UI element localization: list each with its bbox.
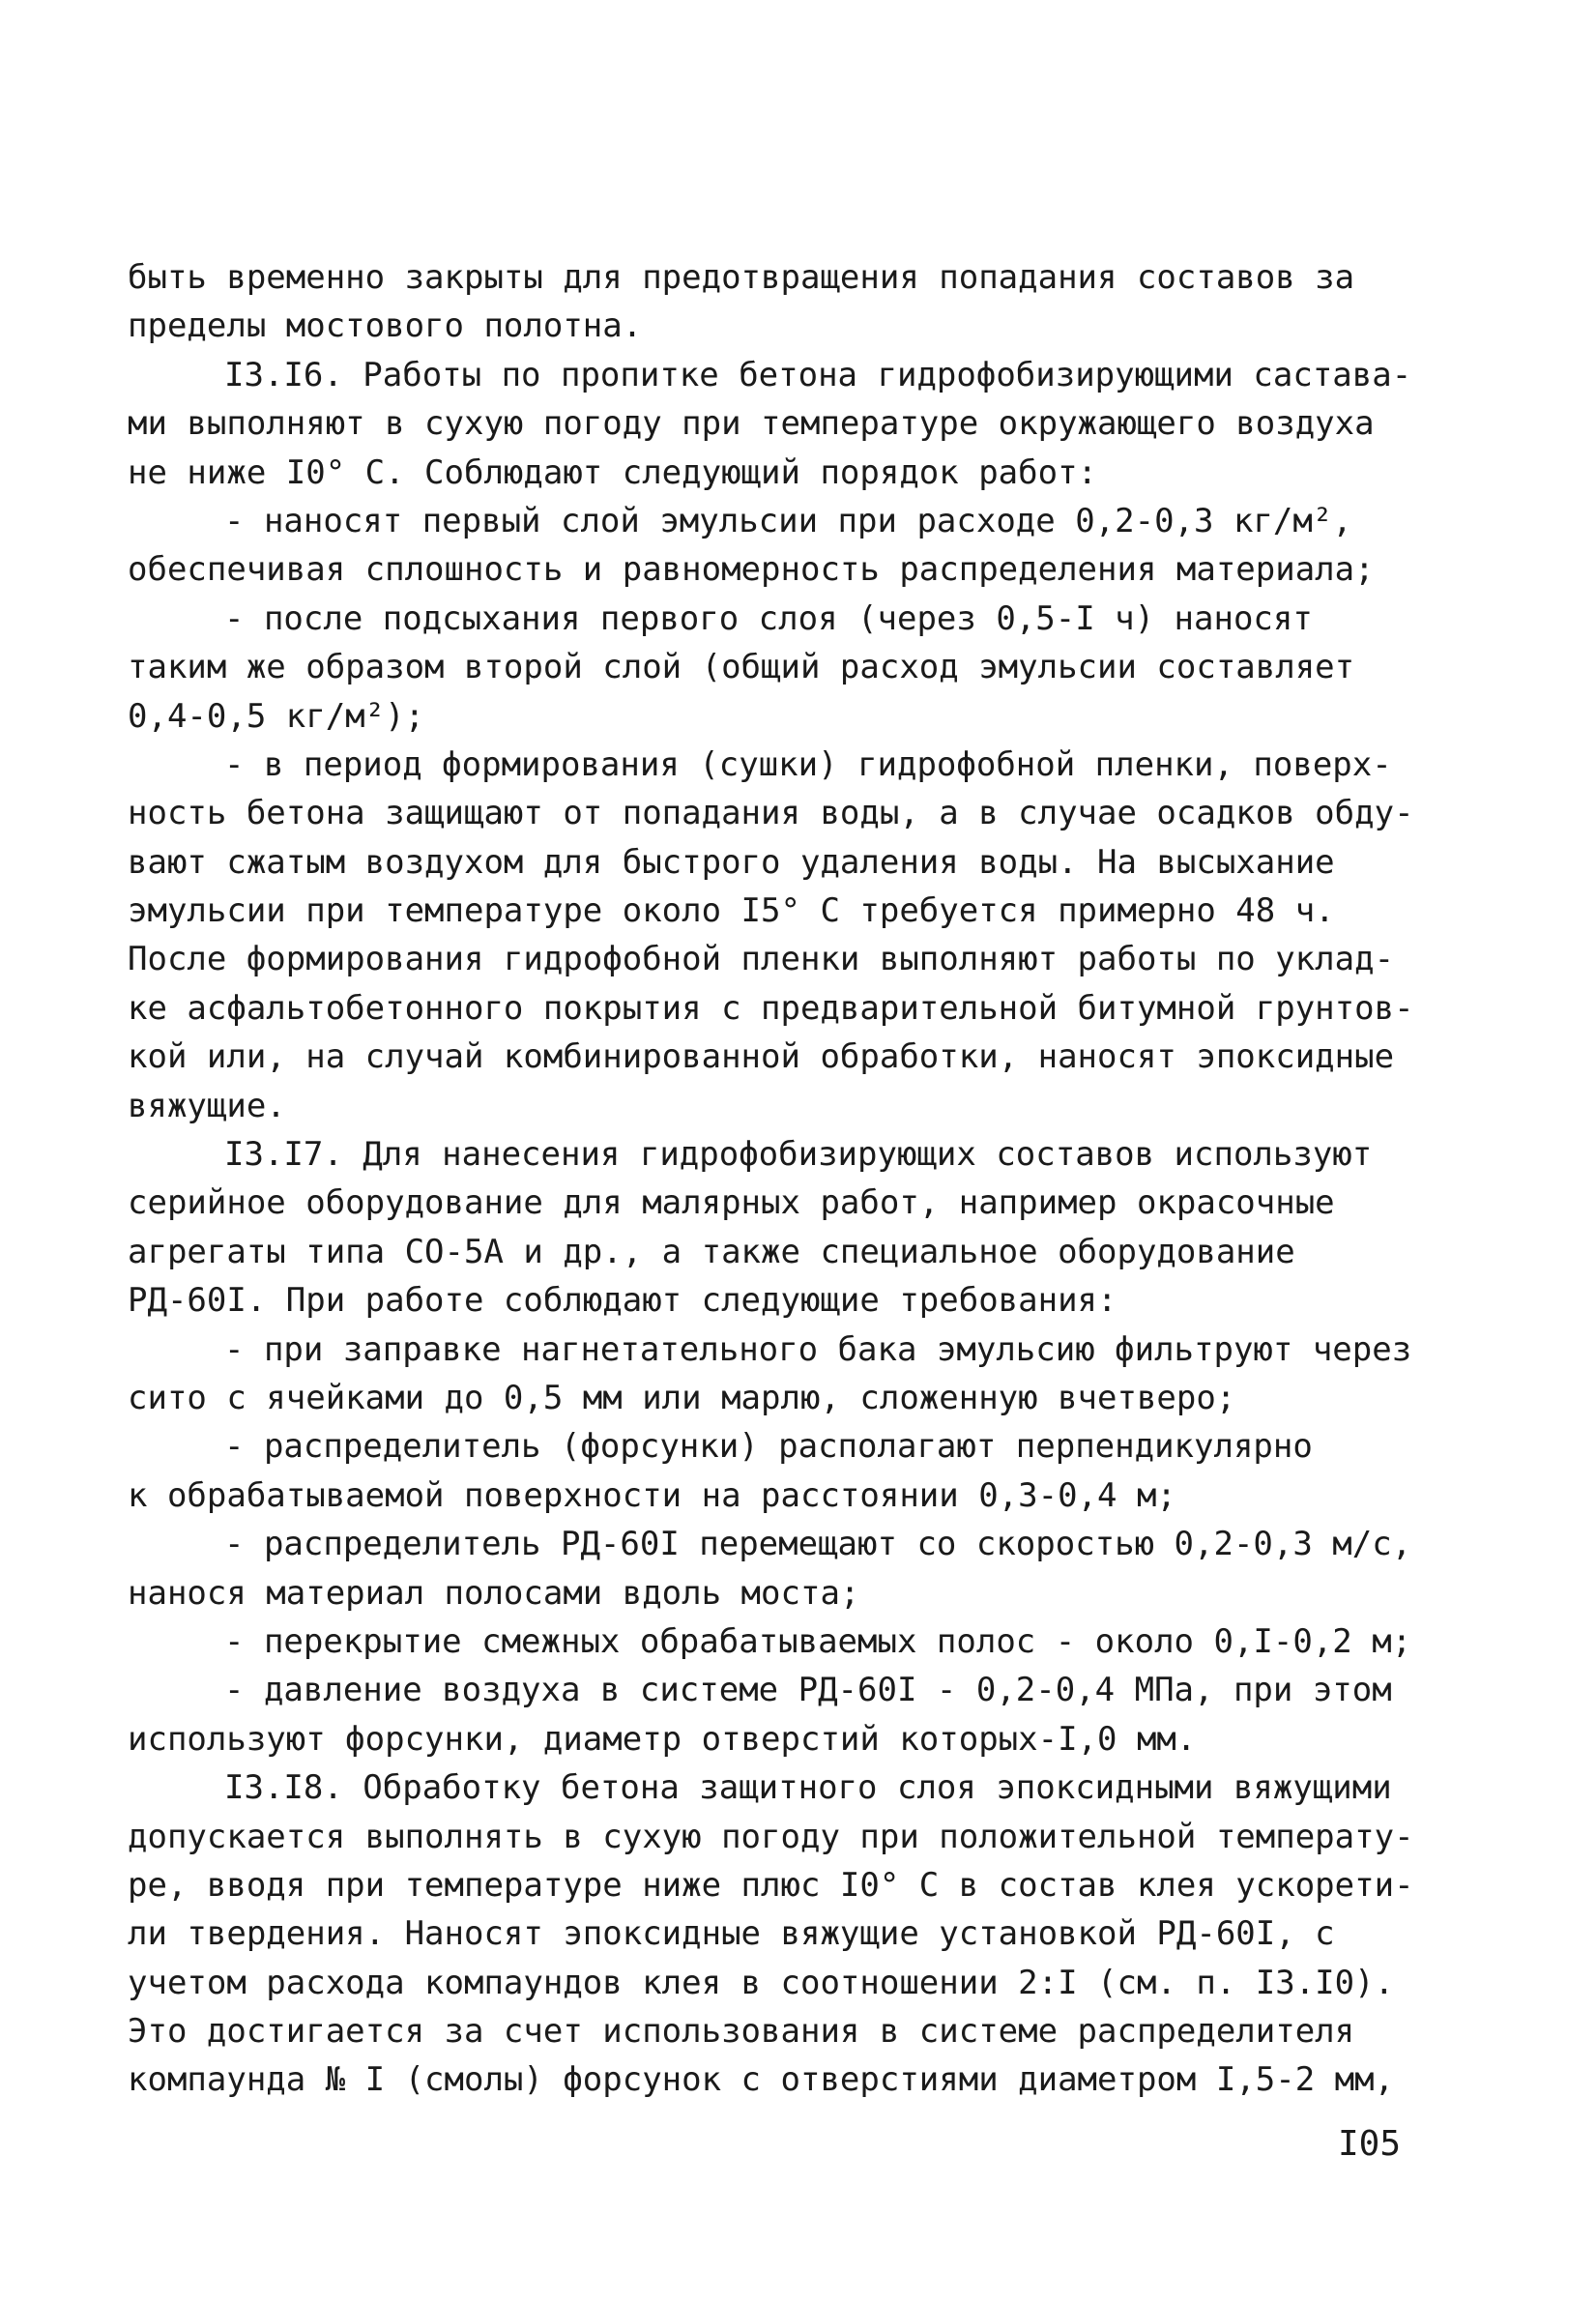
text-line: - распределитель (форсунки) располагают перпендикулярно [224, 1427, 1313, 1467]
text-line: - при заправке нагнетательного бака эмульсию фильтруют через [224, 1329, 1412, 1369]
text-line: ность бетона защищают от попадания воды, а в случае осадков обду- [128, 794, 1414, 833]
text-line: После формирования гидрофобной пленки выполняют работы по уклад- [128, 940, 1395, 979]
text-line: I3.I7. Для нанесения гидрофобизирующих составов используют [224, 1135, 1373, 1175]
text-line: агрегаты типа СО-5А и др., а также специальное оборудование [128, 1232, 1295, 1271]
body-text [128, 253, 1452, 2105]
text-line: сито с ячейками до 0,5 мм или марлю, сложенную вчетверо; [128, 1378, 1236, 1417]
text-line: таким же образом второй слой (общий расход эмульсии составляет [128, 648, 1355, 687]
text-line: вяжущие. [128, 1086, 286, 1125]
text-line: - давление воздуха в системе РД-60I - 0,2-0,4 МПа, при этом [224, 1671, 1392, 1710]
text-line: эмульсии при температуре около I5° С требуется примерно 48 ч. [128, 891, 1335, 931]
text-line: допускается выполнять в сухую погоду при положительной температу- [128, 1817, 1414, 1856]
text-line: ми выполняют в сухую погоду при температуре окружающего воздуха [128, 404, 1375, 444]
text-line: быть временно закрыты для предотвращения попадания составов за [128, 258, 1355, 297]
text-line: ре, вводя при температуре ниже плюс I0° С в состав клея ускорети- [128, 1865, 1414, 1905]
text-line: Это достигается за счет использования в системе распределителя [128, 2012, 1355, 2052]
page-number: I05 [1337, 2124, 1401, 2164]
text-line: вают сжатым воздухом для быстрого удаления воды. На высыхание [128, 842, 1335, 882]
text-line: I3.I6. Работы по пропитке бетона гидрофобизирующими састава- [224, 355, 1412, 394]
text-line: используют форсунки, диаметр отверстий которых-I,0 мм. [128, 1719, 1197, 1759]
text-line: - перекрытие смежных обрабатываемых полос - около 0,I-0,2 м; [224, 1621, 1412, 1661]
text-line: пределы мостового полотна. [128, 306, 643, 346]
text-line: - в период формирования (сушки) гидрофобной пленки, поверх- [224, 744, 1392, 784]
text-line: - распределитель РД-60I перемещают со скоростью 0,2-0,3 м/с, [224, 1525, 1412, 1564]
text-line: нанося материал полосами вдоль моста; [128, 1573, 860, 1613]
text-line: обеспечивая сплошность и равномерность распределения материала; [128, 550, 1375, 590]
text-line: не ниже I0° С. Соблюдают следующий порядок работ: [128, 452, 1098, 492]
text-line: учетом расхода компаундов клея в соотношении 2:I (см. п. I3.I0). [128, 1963, 1395, 2002]
text-line: 0,4-0,5 кг/м²); [128, 696, 425, 736]
text-line: компаунда № I (смолы) форсунок с отверстиями диаметром I,5-2 мм, [128, 2060, 1395, 2100]
text-line: серийное оборудование для малярных работ, например окрасочные [128, 1183, 1335, 1223]
text-line: РД-60I. При работе соблюдают следующие требования: [128, 1281, 1117, 1321]
text-line: ли твердения. Наносят эпоксидные вяжущие установкой РД-60I, с [128, 1914, 1335, 1954]
text-line: ке асфальтобетонного покрытия с предварительной битумной грунтов- [128, 988, 1414, 1028]
text-line: - после подсыхания первого слоя (через 0,5-I ч) наносят [224, 598, 1313, 638]
text-line: к обрабатываемой поверхности на расстоянии 0,3-0,4 м; [128, 1475, 1176, 1515]
text-line: кой или, на случай комбинированной обработки, наносят эпоксидные [128, 1037, 1395, 1077]
text-line: - наносят первый слой эмульсии при расходе 0,2-0,3 кг/м², [224, 501, 1373, 540]
text-line: I3.I8. Обработку бетона защитного слоя эпоксидными вяжущими [224, 1768, 1392, 1808]
